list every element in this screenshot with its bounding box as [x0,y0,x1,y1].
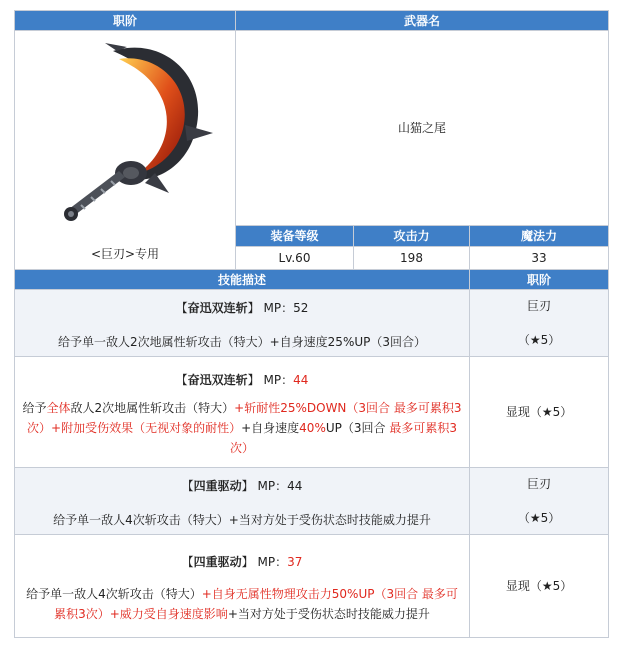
magic-value: 33 [470,246,609,269]
skill-title: 【四重驱动】 MP：37 [181,555,303,569]
skill-description: 给予单一敌人2次地属性斩攻击（特大）+自身速度25%UP（3回合） [57,335,427,349]
weapon-name: 山猫之尾 [236,31,609,226]
weapon-image-cell [15,31,236,270]
skill-title: 【奋迅双连斩】 MP：52 [175,301,309,315]
skill-rank: 巨刃 （★5） [470,468,609,535]
magic-header: 魔法力 [470,225,609,246]
skill-row [15,357,470,468]
weapon-restriction: <巨刃>专用 [90,247,160,261]
skill-row [15,290,470,357]
skill-description: 给予单一敌人4次斩攻击（特大）+自身无属性物理攻击力50%UP（3回合 最多可累积3次）+威力受自身速度影响+当对方处于受伤状态时技能威力提升 [26,587,458,621]
skill-title: 【奋迅双连斩】 MP：44 [175,373,309,387]
skill-title: 【四重驱动】 MP：44 [181,479,303,493]
skill-description: 给予单一敌人4次斩攻击（特大）+当对方处于受伤状态时技能威力提升 [53,513,431,527]
attack-value: 198 [354,246,470,269]
attack-header: 攻击力 [354,225,470,246]
skill-rank: 显现（★5） [470,535,609,638]
level-header: 装备等级 [236,225,354,246]
skill-row [15,468,470,535]
skill-rank: 巨刃 （★5） [470,290,609,357]
weapon-info-container [14,10,608,638]
skill-row [15,535,470,638]
skill-description: 给予全体敌人2次地属性斩攻击（特大）+斩耐性25%DOWN（3回合 最多可累积3次）+附加受伤效果（无视对象的耐性）+自身速度40%UP（3回合 最多可累积3次） [22,401,462,455]
crescent-blade-weapon-icon [35,37,215,227]
weapon-table [14,10,609,638]
skill-desc-header: 技能描述 [15,270,470,290]
skill-rank: 显现（★5） [470,357,609,468]
weapon-name-header: 武器名 [236,11,609,31]
rank-header: 职阶 [15,11,236,31]
skill-rank-header: 职阶 [470,270,609,290]
level-value: Lv.60 [236,246,354,269]
